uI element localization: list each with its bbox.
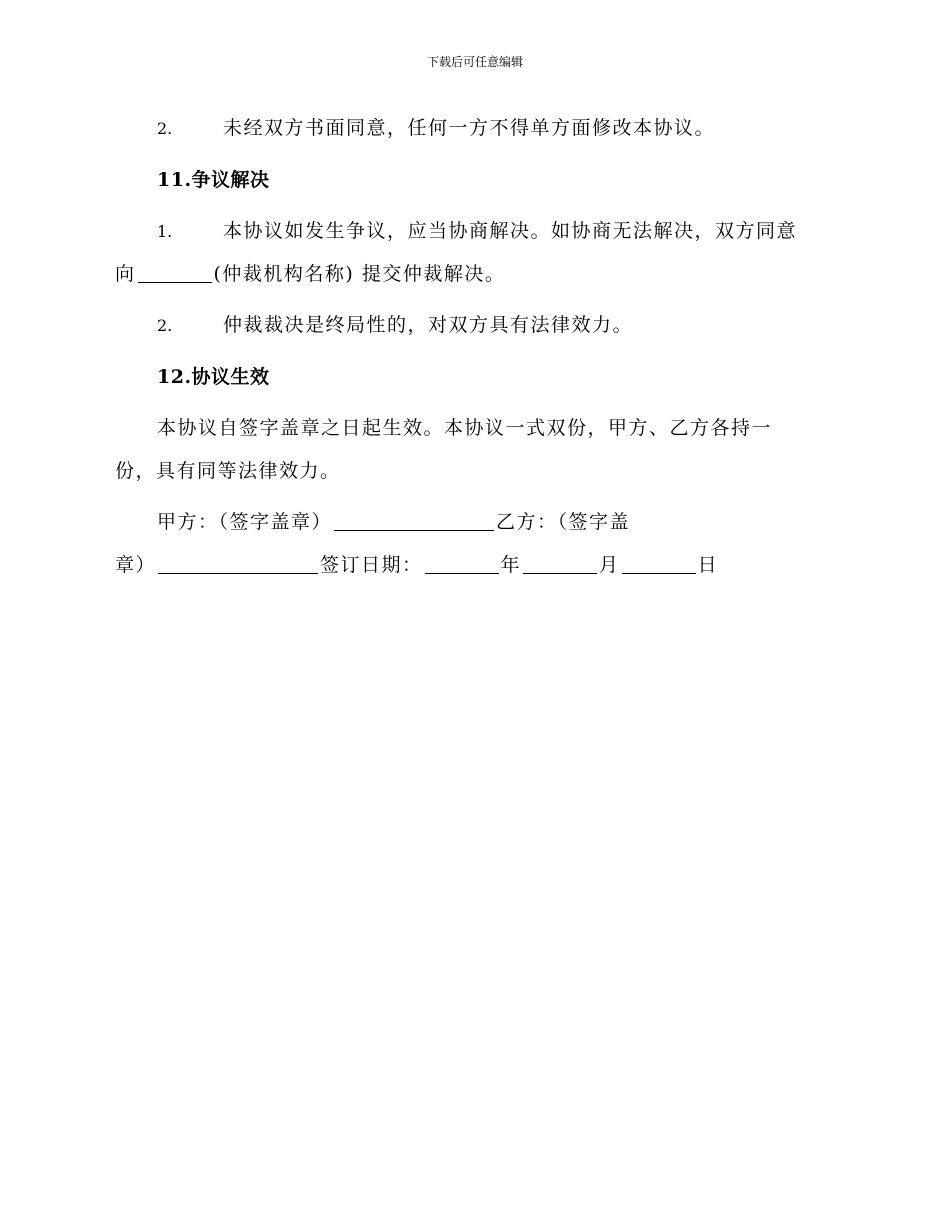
item-number: 2. [157,316,173,335]
clause-11-item-2 [157,313,877,338]
signature-line-1 [157,510,877,534]
day-blank [622,555,696,574]
item-number: 1. [157,222,173,241]
item-text-prefix: 向 [115,263,136,285]
month-blank [523,555,597,574]
month-label: 月 [599,554,620,576]
item-text-suffix: (仲裁机构名称) 提交仲裁解决。 [213,263,506,285]
signature-line-2 [115,553,835,577]
item-text: 未经双方书面同意，任何一方不得单方面修改本协议。 [223,117,716,139]
party-b-label-cont: 章） [115,554,157,576]
clause-11-item-1-line-2 [115,262,835,286]
date-label: 签订日期： [320,554,423,576]
item-text: 本协议如发生争议，应当协商解决。如协商无法解决，双方同意 [223,220,798,242]
party-a-label: 甲方：（签字盖章） [157,511,333,533]
year-blank [425,555,499,574]
year-label: 年 [500,554,522,576]
item-number: 2. [157,119,173,138]
clause-12-paragraph-line-2: 份，具有同等法律效力。 [115,460,341,482]
party-b-label: 乙方：（签字盖 [496,511,631,533]
day-label: 日 [697,554,719,576]
page-header: 下载后可任意编辑 [426,55,523,69]
arbitration-body-blank [138,264,212,283]
item-text: 仲裁裁决是终局性的，对双方具有法律效力。 [223,314,634,336]
party-b-signature-blank [158,555,318,574]
section-heading-dispute-resolution: 11.争议解决 [157,169,270,191]
clause-12-paragraph-line-1: 本协议自签字盖章之日起生效。本协议一式双份，甲方、乙方各持一 [157,417,773,439]
clause-10-item-2 [157,116,877,141]
clause-11-item-1-line-1 [157,219,877,244]
party-a-signature-blank [334,512,494,531]
section-heading-effectiveness: 12.协议生效 [157,366,270,388]
